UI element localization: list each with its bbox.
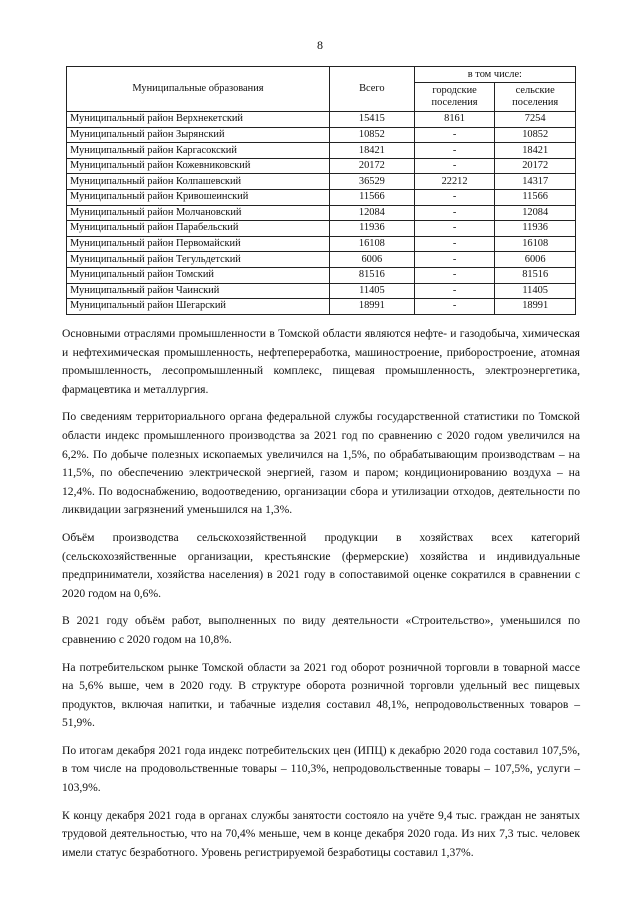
cell-name: Муниципальный район Зырянский — [67, 127, 330, 143]
cell-rural: 16108 — [495, 236, 576, 252]
cell-urban: - — [414, 236, 495, 252]
table-row — [67, 143, 576, 159]
cell-rural: 14317 — [495, 174, 576, 190]
table-row — [67, 174, 576, 190]
table-row — [67, 205, 576, 221]
table-body — [67, 112, 576, 315]
cell-total: 11936 — [329, 221, 414, 237]
paragraph: Объём производства сельскохозяйственной продукции в хозяйствах всех категорий (сельскохозяйственные организации, крестьянские (фермерские) хозяйства и индивидуальные предприниматели, хозяйства населения) в 2021 году в сопоставимой оценке сократился в сравнении с 2020 годом на 0,6%. — [62, 530, 580, 600]
cell-urban: - — [414, 299, 495, 315]
cell-urban: - — [414, 205, 495, 221]
cell-urban: - — [414, 267, 495, 283]
cell-name: Муниципальный район Чаинский — [67, 283, 330, 299]
cell-name: Муниципальный район Тегульдетский — [67, 252, 330, 268]
cell-name: Муниципальный район Первомайский — [67, 236, 330, 252]
cell-rural: 81516 — [495, 267, 576, 283]
cell-total: 20172 — [329, 158, 414, 174]
table-row — [67, 189, 576, 205]
paragraph: В 2021 году объём работ, выполненных по виду деятельности «Строительство», уменьшился по сравнению с 2020 годом на 10,8%. — [62, 614, 580, 646]
paragraph: По сведениям территориального органа федеральной службы государственной статистики по Томской области индекс промышленного производства за 2021 год по сравнению с 2020 годом увеличился на 6,2%. По добыче полезных ископаемых увеличился на 1,5%, по обрабатывающим производствам – на 11,5%, по обеспечению электрической энергией, газом и паром; кондиционированию воздуха – на 12,4%. По водоснабжению, водоотведению, организации сбора и утилизации отходов, деятельности по ликвидации загрязнений уменьшился на 1,3%. — [62, 410, 580, 517]
cell-rural: 12084 — [495, 205, 576, 221]
cell-total: 18991 — [329, 299, 414, 315]
table-row — [67, 267, 576, 283]
header-urban: городские поселения — [414, 83, 495, 112]
cell-name: Муниципальный район Томский — [67, 267, 330, 283]
cell-name: Муниципальный район Парабельский — [67, 221, 330, 237]
cell-total: 15415 — [329, 112, 414, 128]
table-row — [67, 127, 576, 143]
table-row — [67, 221, 576, 237]
cell-rural: 10852 — [495, 127, 576, 143]
table-row — [67, 252, 576, 268]
cell-name: Муниципальный район Кожевниковский — [67, 158, 330, 174]
cell-rural: 11405 — [495, 283, 576, 299]
table-row — [67, 236, 576, 252]
cell-total: 81516 — [329, 267, 414, 283]
cell-urban: - — [414, 127, 495, 143]
table-row — [67, 158, 576, 174]
cell-total: 12084 — [329, 205, 414, 221]
cell-name: Муниципальный район Колпашевский — [67, 174, 330, 190]
cell-urban: - — [414, 158, 495, 174]
header-including: в том числе: — [414, 67, 575, 83]
header-total: Всего — [329, 67, 414, 112]
header-municipalities: Муниципальные образования — [67, 67, 330, 112]
table-row — [67, 299, 576, 315]
cell-total: 6006 — [329, 252, 414, 268]
cell-rural: 11566 — [495, 189, 576, 205]
cell-urban: - — [414, 143, 495, 159]
header-rural: сельские поселения — [495, 83, 576, 112]
cell-total: 36529 — [329, 174, 414, 190]
table-row — [67, 112, 576, 128]
cell-urban: - — [414, 252, 495, 268]
cell-rural: 6006 — [495, 252, 576, 268]
paragraph: К концу декабря 2021 года в органах службы занятости состояло на учёте 9,4 тыс. граждан не занятых трудовой деятельностью, что на 70,4% меньше, чем в конце декабря 2020 года. Из них 7,3 тыс. человек имели статус безработного. Уровень регистрируемой безработицы составил 1,37%. — [62, 808, 580, 859]
cell-name: Муниципальный район Шегарский — [67, 299, 330, 315]
cell-total: 11405 — [329, 283, 414, 299]
cell-rural: 7254 — [495, 112, 576, 128]
cell-name: Муниципальный район Молчановский — [67, 205, 330, 221]
cell-urban: 22212 — [414, 174, 495, 190]
paragraph: По итогам декабря 2021 года индекс потребительских цен (ИПЦ) к декабрю 2020 года составил 107,5%, в том числе на продовольственные товары – 110,3%, непродовольственные товары – 107,5%, услуги – 103,9%. — [62, 743, 580, 795]
paragraph: На потребительском рынке Томской области за 2021 год оборот розничной торговли в товарной массе на 5,6% выше, чем в 2020 году. В структуре оборота розничной торговли удельный вес пищевых продуктов, включая напитки, и табачные изделия составил 48,1%, непродовольственных товаров – 51,9%. — [62, 660, 580, 730]
cell-total: 11566 — [329, 189, 414, 205]
cell-name: Муниципальный район Каргасокский — [67, 143, 330, 159]
cell-urban: - — [414, 283, 495, 299]
cell-rural: 11936 — [495, 221, 576, 237]
cell-total: 10852 — [329, 127, 414, 143]
cell-total: 16108 — [329, 236, 414, 252]
cell-rural: 18991 — [495, 299, 576, 315]
table-row — [67, 283, 576, 299]
cell-total: 18421 — [329, 143, 414, 159]
cell-rural: 18421 — [495, 143, 576, 159]
page-number: 8 — [317, 38, 323, 52]
cell-rural: 20172 — [495, 158, 576, 174]
cell-name: Муниципальный район Верхнекетский — [67, 112, 330, 128]
cell-urban: 8161 — [414, 112, 495, 128]
cell-name: Муниципальный район Кривошеинский — [67, 189, 330, 205]
paragraph: Основными отраслями промышленности в Томской области являются нефте- и газодобыча, химическая и нефтехимическая промышленность, нефтепереработка, машиностроение, приборостроение, атомная промышленность, лесопромышленный комплекс, пищевая промышленность, электроэнергетика, фармацевтика и металлургия. — [62, 327, 580, 396]
table-header-row — [67, 67, 576, 83]
body-text — [62, 325, 580, 871]
cell-urban: - — [414, 221, 495, 237]
cell-urban: - — [414, 189, 495, 205]
population-table — [66, 66, 576, 315]
